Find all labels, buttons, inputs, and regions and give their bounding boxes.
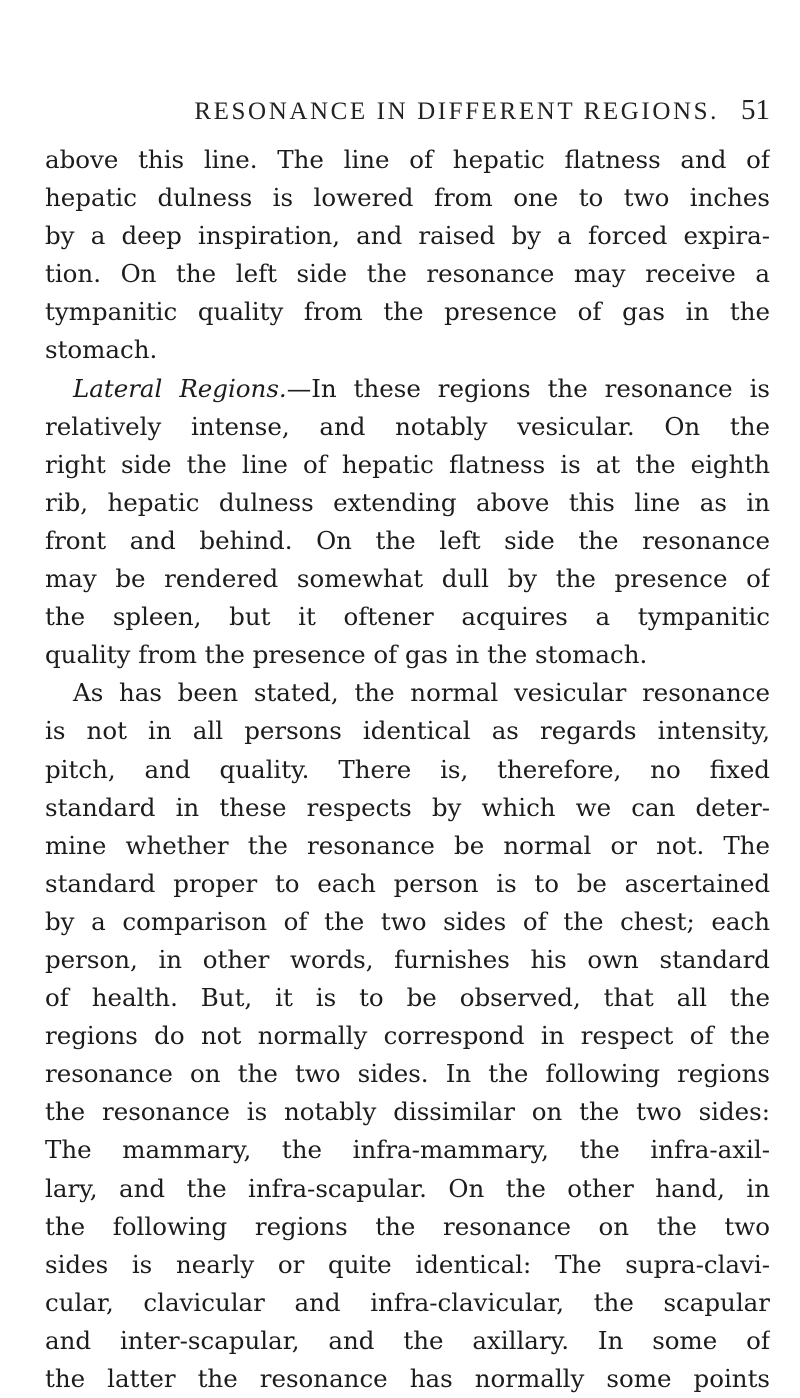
text-line (45, 1360, 770, 1398)
line-text: may be rendered somewhat dull by the presence of (45, 564, 770, 594)
text-line (45, 598, 770, 636)
section-heading: Lateral Regions. (73, 373, 287, 403)
text-line (45, 712, 770, 750)
text-line (45, 865, 770, 903)
text-line (45, 1131, 770, 1169)
line-text: of health. But, it is to be observed, that all the (45, 983, 770, 1013)
text-line (45, 1208, 770, 1246)
text-line (45, 293, 770, 331)
text-line (45, 484, 770, 522)
text-line (45, 1017, 770, 1055)
text-line (45, 903, 770, 941)
text-line (45, 408, 770, 446)
text-line (45, 255, 770, 293)
text-line (45, 560, 770, 598)
text-line (45, 179, 770, 217)
line-text: —In these regions the resonance is (286, 373, 770, 403)
line-text: the latter the resonance has normally some points (45, 1364, 770, 1393)
line-text: mine whether the resonance be normal or not. The (45, 830, 770, 860)
text-line (45, 370, 770, 408)
line-text: hepatic dulness is lowered from one to two inches (45, 183, 770, 213)
running-head-title: RESONANCE IN DIFFERENT REGIONS. (194, 98, 719, 125)
text-line (45, 789, 770, 827)
line-text: standard in these respects by which we can deter- (45, 792, 770, 822)
text-line (45, 636, 770, 674)
line-text: stomach. (45, 335, 158, 365)
line-text: by a comparison of the two sides of the chest; each (45, 906, 770, 936)
line-text: As has been stated, the normal vesicular resonance (73, 678, 770, 708)
line-text: tion. On the left side the resonance may receive a (45, 259, 770, 289)
text-line (45, 674, 770, 712)
text-line (45, 217, 770, 255)
body-text (45, 141, 770, 1398)
line-text: The mammary, the infra-mammary, the infra-axil- (45, 1135, 770, 1165)
line-text: resonance on the two sides. In the following regions (45, 1059, 770, 1089)
line-text: lary, and the infra-scapular. On the other hand, in (45, 1173, 770, 1203)
line-text: the following regions the resonance on the two (45, 1211, 770, 1241)
running-head (45, 94, 770, 134)
text-line (45, 1093, 770, 1131)
page-number: 51 (741, 94, 770, 126)
text-line (45, 141, 770, 179)
text-line (45, 446, 770, 484)
line-text: the resonance is notably dissimilar on the two sides: (45, 1097, 770, 1127)
text-line (45, 522, 770, 560)
text-line (45, 331, 770, 369)
text-line (45, 979, 770, 1017)
line-text: the spleen, but it oftener acquires a tympanitic (45, 602, 770, 632)
text-line (45, 1322, 770, 1360)
line-text: and inter-scapular, and the axillary. In some of (45, 1325, 770, 1355)
text-line (45, 1246, 770, 1284)
line-text: cular, clavicular and infra-clavicular, the scapular (45, 1287, 770, 1317)
line-text: quality from the presence of gas in the stomach. (45, 640, 648, 670)
line-text: standard proper to each person is to be ascertained (45, 868, 770, 898)
text-line (45, 1170, 770, 1208)
line-text: by a deep inspiration, and raised by a forced expira- (45, 221, 770, 251)
line-text: is not in all persons identical as regards intensity, (45, 716, 770, 746)
line-text: tympanitic quality from the presence of gas in the (45, 297, 770, 327)
text-line (45, 827, 770, 865)
line-text: rib, hepatic dulness extending above this line as in (45, 487, 770, 517)
text-line (45, 751, 770, 789)
line-text: right side the line of hepatic flatness is at the eighth (45, 449, 770, 479)
line-text: regions do not normally correspond in respect of the (45, 1021, 770, 1051)
line-text: sides is nearly or quite identical: The supra-clavi- (45, 1249, 770, 1279)
line-text: above this line. The line of hepatic flatness and of (45, 145, 770, 174)
text-line (45, 1055, 770, 1093)
text-line (45, 1284, 770, 1322)
line-text: person, in other words, furnishes his own standard (45, 944, 770, 974)
line-text: pitch, and quality. There is, therefore, no fixed (45, 754, 770, 784)
line-text: front and behind. On the left side the resonance (45, 525, 770, 555)
text-line (45, 941, 770, 979)
line-text: relatively intense, and notably vesicular. On the (45, 411, 770, 441)
